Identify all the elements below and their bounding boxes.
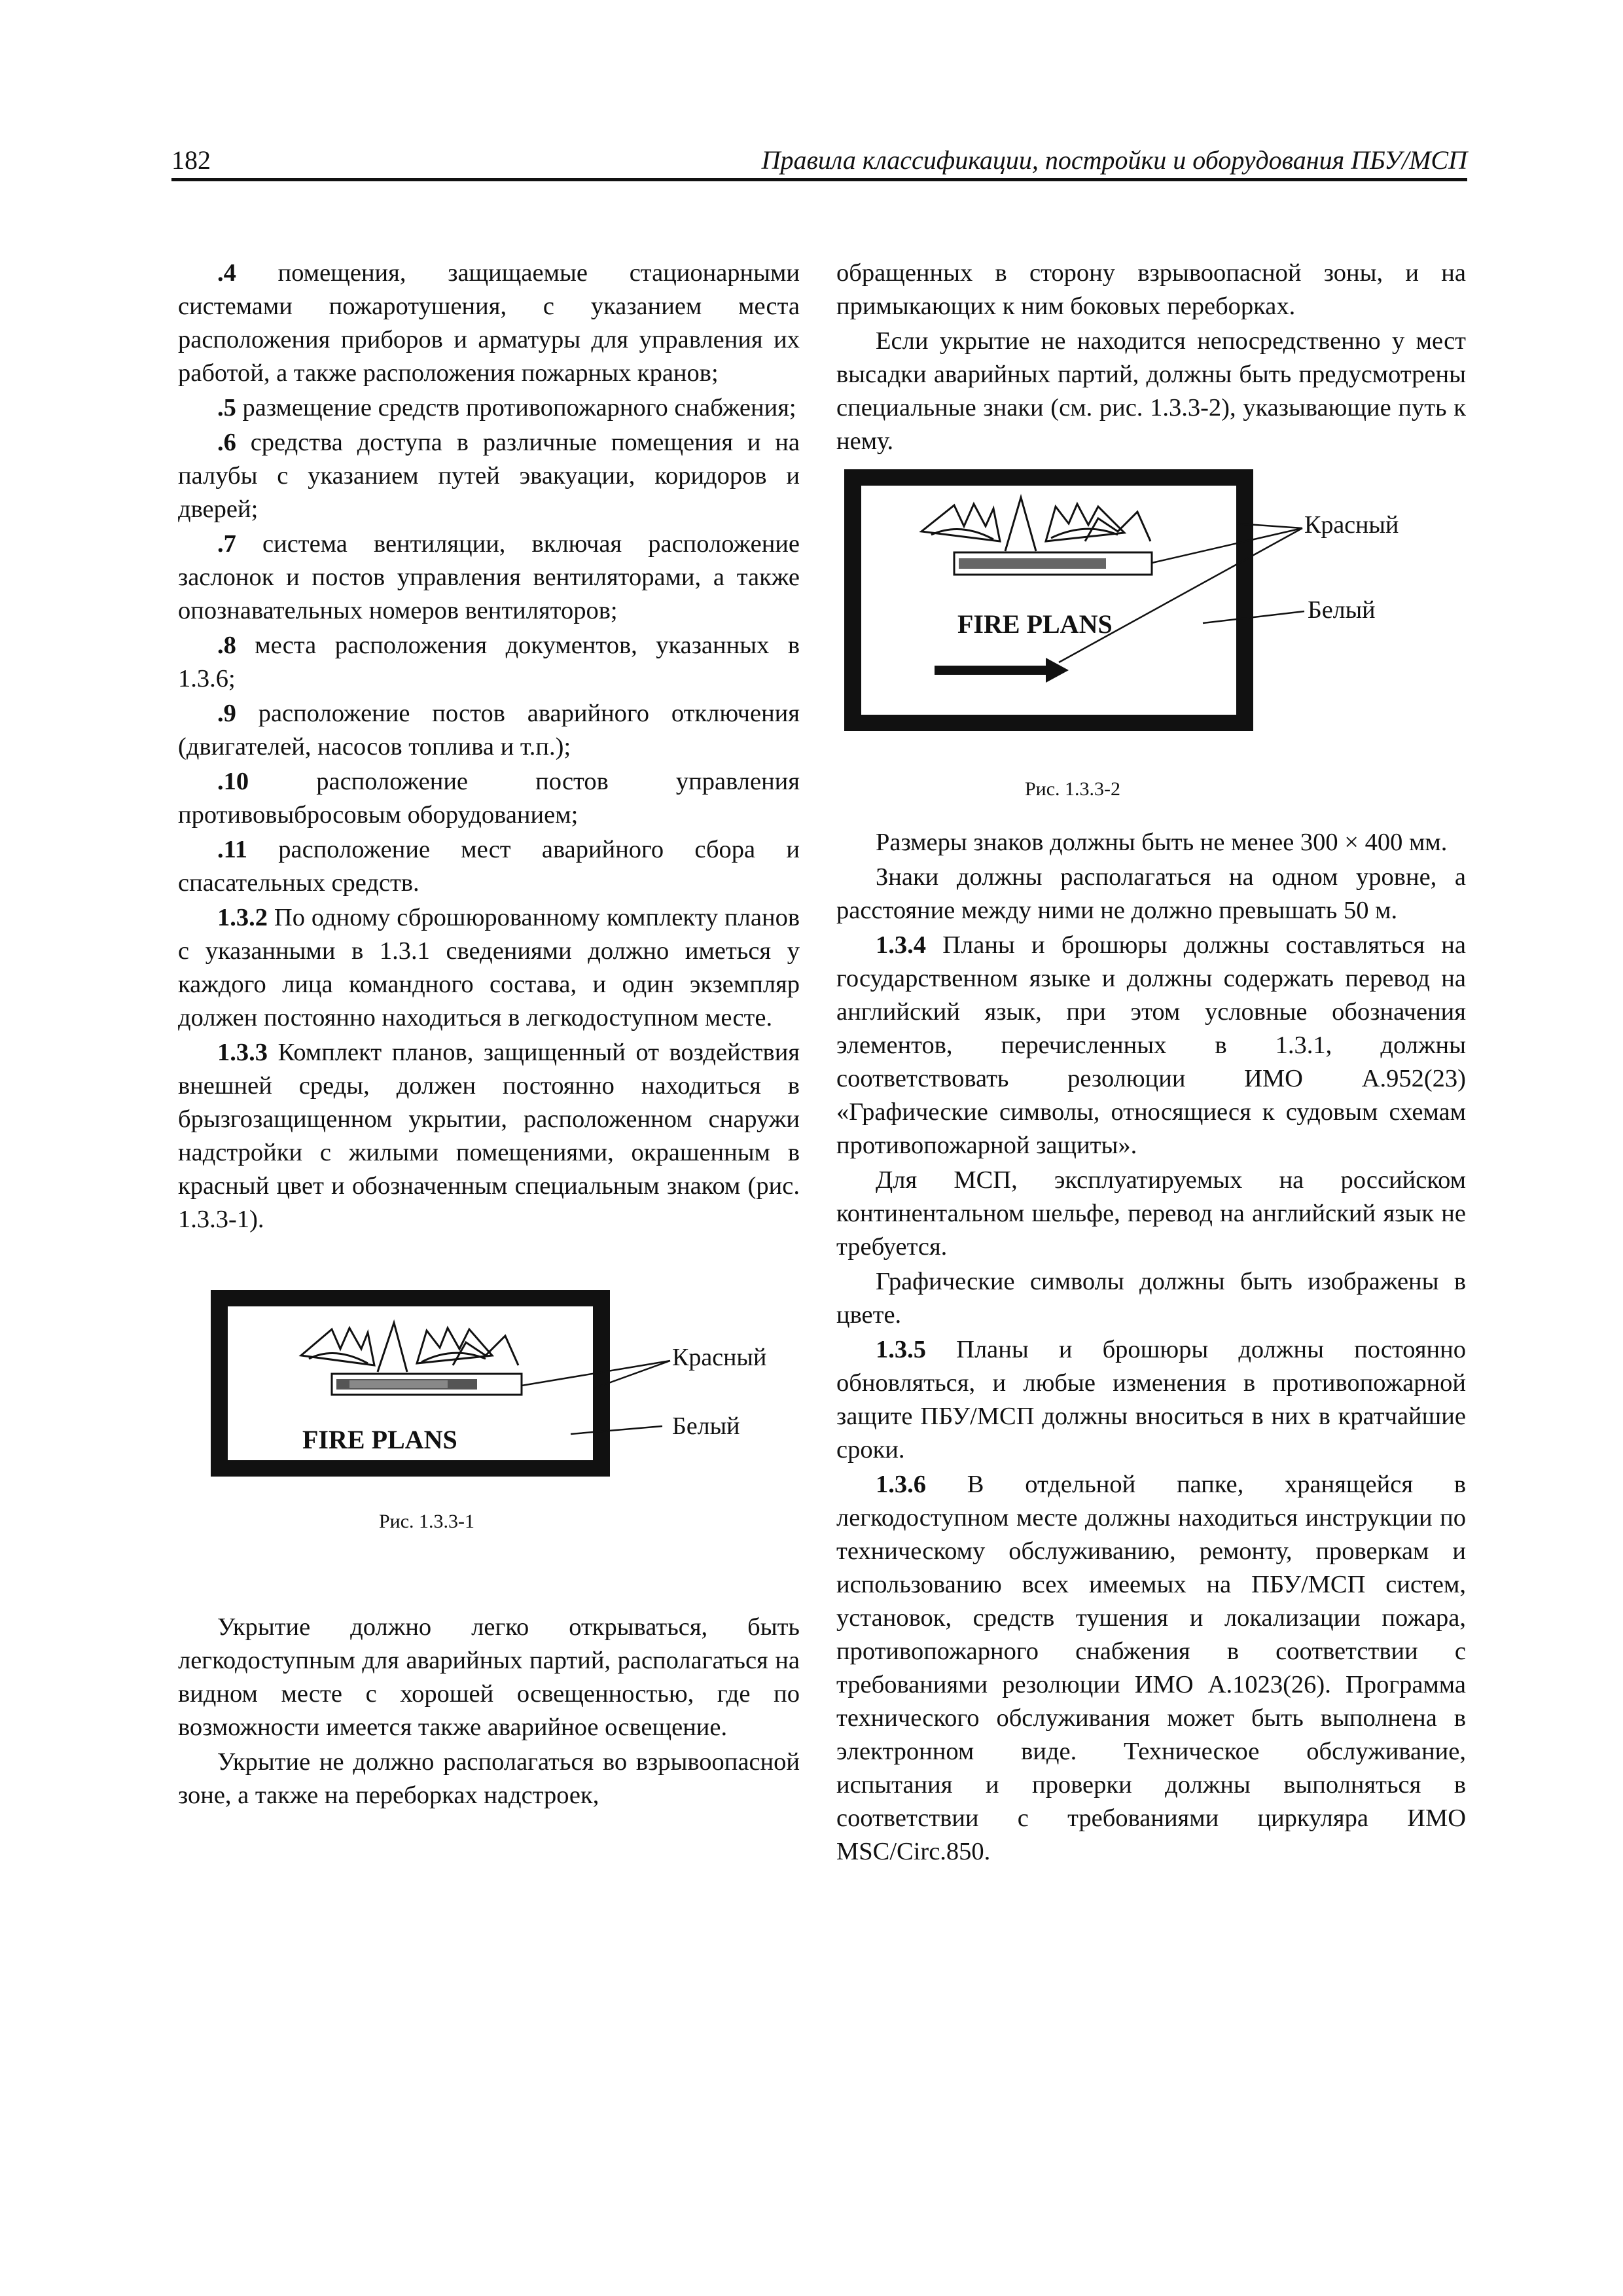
paragraph: Размеры знаков должны быть не менее 300 × 400 мм. (876, 829, 1448, 856)
paragraph: .8 места расположения документов, указанных в 1.3.6; (178, 632, 800, 692)
page-number: 182 (171, 145, 211, 175)
label-white: Белый (1308, 596, 1376, 624)
paragraph: .9 расположение постов аварийного отключения (двигателей, насосов топлива и т.п.); (178, 700, 800, 761)
paragraph: 1.3.2 По одному сброшюрованному комплекту планов с указанными в 1.3.1 сведениями должно иметься у каждого лица командного состава, и один экземпляр должен постоянно находиться в легкодоступном месте. (178, 904, 800, 1031)
paragraph: .5 размещение средств противопожарного снабжения; (217, 394, 796, 422)
fire-plans-sign-diagram (178, 1251, 800, 1486)
sign-text: FIRE PLANS (302, 1425, 457, 1454)
paragraph: Укрытие не должно располагаться во взрывоопасной зоне, а также на переборках надстроек, (178, 1748, 800, 1809)
sign-text: FIRE PLANS (957, 609, 1113, 639)
arrow-icon (935, 666, 1049, 675)
paragraph: обращенных в сторону взрывоопасной зоны, и на примыкающих к ним боковых переборках. (836, 259, 1466, 320)
figure-2 (836, 459, 1466, 826)
left-column (178, 257, 800, 1814)
figure-caption: Рис. 1.3.3-1 (378, 1511, 475, 1532)
label-white: Белый (672, 1412, 740, 1440)
paragraph: 1.3.4 Планы и брошюры должны составляться на государственном языке и должны содержать перевод на английский язык, при этом условные обозначения элементов, перечисленных в 1.3.1, должны соответствовать резолюции ИМО А.952(23) «Графические символы, относящиеся к судовым схемам противопожарной защиты». (836, 931, 1466, 1159)
paragraph: Для МСП, эксплуатируемых на российском континентальном шельфе, перевод на английский язык не требуется. (836, 1166, 1466, 1261)
paragraph: .11 расположение мест аварийного сбора и спасательных средств. (178, 836, 800, 897)
paragraph: .4 помещения, защищаемые стационарными системами пожаротушения, с указанием места расположения приборов и арматуры для управления их работой, а также расположения пожарных кранов; (178, 259, 800, 387)
figure-1 (178, 1251, 800, 1558)
paragraph: Знаки должны располагаться на одном уровне, а расстояние между ними не должно превышать 50 м. (836, 863, 1466, 924)
paragraph: .7 система вентиляции, включая расположение заслонок и постов управления вентиляторами, а также опознавательных номеров вентиляторов; (178, 530, 800, 624)
paragraph: 1.3.5 Планы и брошюры должны постоянно обновляться, и любые изменения в противопожарной защите ПБУ/МСП должны вноситься в них в кратчайшие сроки. (836, 1336, 1466, 1463)
paragraph: 1.3.3 Комплект планов, защищенный от воздействия внешней среды, должен постоянно находиться в брызгозащищенном укрытии, расположенном снаружи надстройки с жилыми помещениями, окрашенным в красный цвет и обозначенным специальным знаком (рис. 1.3.3-1). (178, 1039, 800, 1233)
paragraph: Графические символы должны быть изображены в цвете. (836, 1268, 1466, 1329)
paragraph: Если укрытие не находится непосредственно у мест высадки аварийных партий, должны быть предусмотрены специальные знаки (см. рис. 1.3.3-2), указывающие путь к нему. (836, 327, 1466, 455)
label-red: Красный (672, 1344, 767, 1371)
paragraph: .10 расположение постов управления противовыбросовым оборудованием; (178, 768, 800, 829)
figure-caption: Рис. 1.3.3-2 (1024, 778, 1121, 800)
paragraph: .6 средства доступа в различные помещения и на палубы с указанием путей эвакуации, коридоров и дверей; (178, 429, 800, 523)
label-red: Красный (1304, 511, 1399, 539)
running-title: Правила классификации, постройки и оборудования ПБУ/МСП (761, 145, 1467, 175)
paragraph: Укрытие должно легко открываться, быть легкодоступным для аварийных партий, располагаться на видном месте с хорошей освещенностью, где по возможности имеется также аварийное освещение. (178, 1613, 800, 1741)
right-column (836, 257, 1466, 1870)
page-header (171, 145, 1467, 179)
fire-plans-direction-sign-diagram (836, 459, 1466, 741)
header-rule (171, 178, 1467, 181)
paragraph: 1.3.6 В отдельной папке, хранящейся в легкодоступном месте должны находиться инструкции по техническому обслуживанию, ремонту, проверкам и использованию всех имеемых на ПБУ/МСП систем, установок, средств тушения и локализации пожара, противопожарного снабжения в соответствии с требованиями резолюции ИМО А.1023(26). Программа технического обслуживания может быть выполнена в электронном виде. Техническое обслуживание, испытания и проверки должны выполняться в соответствии с требованиями циркуляра ИМО MSC/Circ.850. (836, 1471, 1466, 1865)
